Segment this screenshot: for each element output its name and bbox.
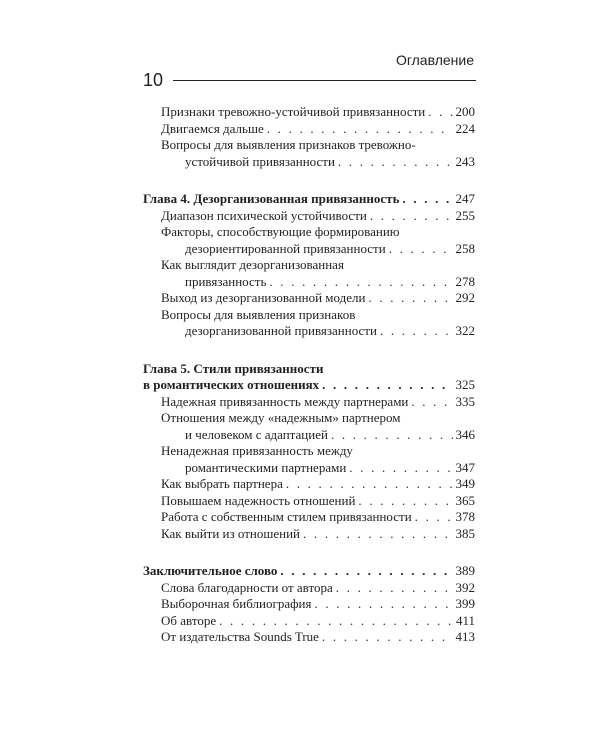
dot-leader (358, 493, 452, 510)
toc-entry[interactable] (143, 121, 475, 138)
toc-entry-page: 255 (455, 207, 475, 223)
toc-entry-text: Ненадежная привязанность между (161, 443, 353, 458)
toc-entry-text: Об авторе (161, 612, 217, 628)
dot-leader (402, 191, 452, 208)
toc-entry-text: Диапазон психической устойчивости (161, 207, 367, 223)
toc-entry-page: 413 (455, 629, 475, 644)
chapter-5-heading-line1[interactable] (143, 361, 475, 378)
toc-entry-text: Выборочная библиография (161, 596, 312, 611)
toc-entry-page: 347 (455, 459, 475, 475)
toc-entry-line2[interactable] (143, 427, 475, 444)
final-word-heading[interactable] (143, 563, 475, 580)
dot-leader (331, 427, 453, 444)
dot-leader (428, 104, 452, 121)
dot-leader (415, 509, 453, 526)
toc-entry[interactable] (143, 290, 475, 307)
toc-entry-page: 335 (455, 393, 475, 409)
dot-leader (267, 121, 453, 138)
toc-entry-line1[interactable] (143, 224, 475, 241)
page-number: 10 (143, 70, 164, 90)
toc-entry[interactable] (143, 476, 475, 493)
dot-leader (380, 323, 453, 340)
chapter-page: 389 (455, 563, 475, 578)
dot-leader (338, 154, 453, 171)
chapter-page: 325 (455, 377, 475, 392)
dot-leader (411, 394, 452, 411)
toc-entry-text: и человеком с адаптацией (185, 426, 328, 442)
toc-entry-page: 292 (455, 290, 475, 305)
dot-leader (370, 208, 453, 225)
toc-entry-text: Признаки тревожно-устойчивой привязанности (161, 104, 426, 119)
chapter-title: Глава 4. Дезорганизованная привязанность (143, 191, 400, 206)
toc-entry-text: Как выбрать партнера (161, 476, 283, 491)
toc-entry-text: Двигаемся дальше (161, 120, 264, 136)
toc-entry-line2[interactable] (143, 274, 475, 291)
dot-leader (336, 580, 453, 597)
toc-entry-text: Вопросы для выявления признаков тревожно- (161, 137, 416, 152)
toc-entry-line1[interactable] (143, 410, 475, 427)
toc-entry[interactable] (143, 104, 475, 121)
dot-leader (322, 629, 453, 646)
toc-entry-line1[interactable] (143, 257, 475, 274)
dot-leader (269, 274, 452, 291)
table-of-contents (143, 104, 475, 646)
toc-entry-page: 346 (455, 426, 475, 442)
toc-entry[interactable] (143, 629, 475, 646)
toc-entry-text: романтическими партнерами (185, 459, 347, 475)
dot-leader (322, 377, 452, 394)
chapter-page: 247 (455, 191, 475, 206)
toc-entry-line2[interactable] (143, 323, 475, 340)
toc-entry[interactable] (143, 394, 475, 411)
toc-entry-text: От издательства Sounds True (161, 629, 319, 644)
toc-entry-text: Надежная привязанность между партнерами (161, 393, 409, 409)
toc-entry[interactable] (143, 526, 475, 543)
toc-entry-line1[interactable] (143, 307, 475, 324)
toc-entry-page: 243 (455, 153, 475, 169)
toc-entry[interactable] (143, 493, 475, 510)
toc-entry-line1[interactable] (143, 137, 475, 154)
chapter-title: Заключительное слово (143, 563, 278, 578)
toc-entry-page: 224 (455, 120, 475, 136)
toc-entry[interactable] (143, 613, 475, 630)
toc-entry-page: 200 (455, 104, 475, 119)
toc-entry-text: Как выйти из отношений (161, 525, 301, 541)
toc-entry-text: Повышаем надежность отношений (161, 492, 356, 508)
toc-entry[interactable] (143, 509, 475, 526)
toc-entry-text: дезорганизованной привязанности (185, 323, 377, 338)
toc-entry-text: устойчивой привязанности (185, 153, 335, 169)
toc-entry-text: Факторы, способствующие формированию (161, 224, 400, 239)
toc-entry-page: 258 (455, 240, 475, 256)
toc-entry-page: 322 (455, 323, 475, 338)
toc-entry-text: дезориентированной привязанности (185, 240, 386, 256)
toc-entry-page: 365 (455, 492, 475, 508)
dot-leader (286, 476, 453, 493)
toc-entry-line1[interactable] (143, 443, 475, 460)
toc-entry-text: привязанность (185, 273, 267, 289)
chapter-title: в романтических отношениях (143, 377, 320, 392)
toc-entry-page: 392 (455, 579, 475, 595)
toc-entry-page: 378 (455, 509, 475, 524)
toc-entry[interactable] (143, 208, 475, 225)
dot-leader (219, 613, 453, 630)
chapter-title: Глава 5. Стили привязанности (143, 360, 324, 376)
dot-leader (389, 241, 453, 258)
toc-entry[interactable] (143, 580, 475, 597)
header-rule (173, 80, 476, 81)
chapter-4-heading[interactable] (143, 191, 475, 208)
toc-entry-page: 411 (455, 612, 475, 628)
toc-entry-text: Вопросы для выявления признаков (161, 306, 356, 322)
toc-entry-text: Работа с собственным стилем привязанности (161, 509, 412, 524)
toc-entry-text: Слова благодарности от автора (161, 579, 333, 595)
dot-leader (303, 526, 452, 543)
dot-leader (349, 460, 452, 477)
toc-entry-line2[interactable] (143, 154, 475, 171)
dot-leader (368, 290, 452, 307)
toc-entry-text: Отношения между «надежным» партнером (161, 410, 401, 425)
toc-entry-line2[interactable] (143, 241, 475, 258)
chapter-5-heading-line2[interactable] (143, 377, 475, 394)
dot-leader (314, 596, 452, 613)
toc-entry-page: 278 (455, 273, 475, 289)
toc-entry-page: 349 (455, 476, 475, 491)
section-title: Оглавление (395, 52, 474, 68)
toc-entry-text: Выход из дезорганизованной модели (161, 290, 366, 305)
toc-entry-page: 385 (455, 525, 475, 541)
toc-entry[interactable] (143, 596, 475, 613)
toc-entry-text: Как выглядит дезорганизованная (161, 257, 344, 272)
toc-entry-page: 399 (455, 596, 475, 611)
toc-entry-line2[interactable] (143, 460, 475, 477)
dot-leader (280, 563, 452, 580)
